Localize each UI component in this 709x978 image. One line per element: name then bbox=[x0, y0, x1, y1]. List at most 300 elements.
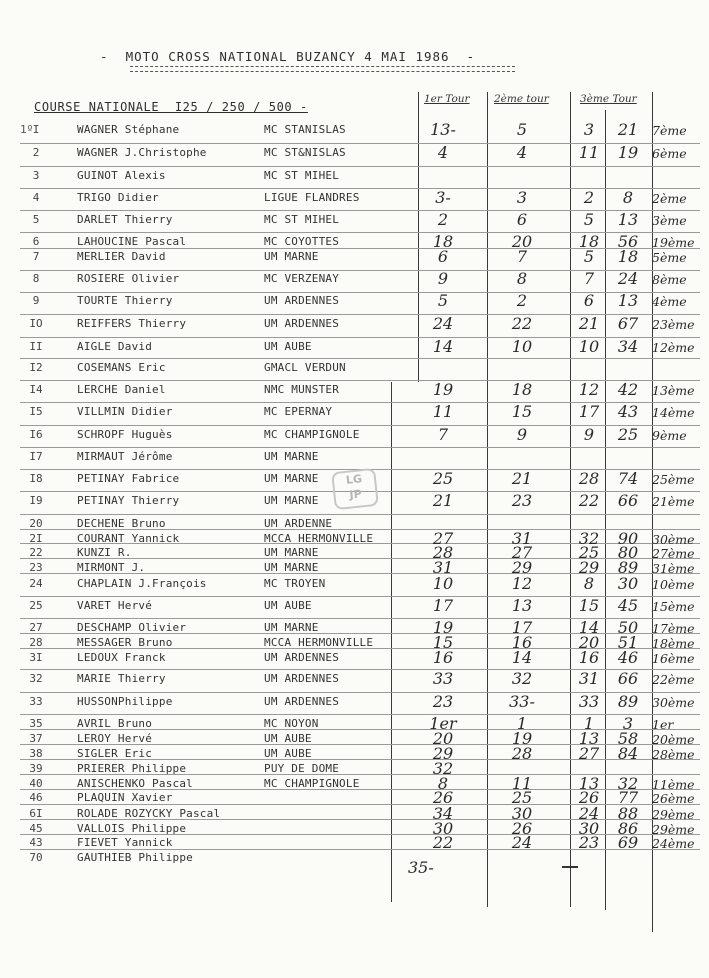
total-points: 88 bbox=[617, 804, 639, 823]
final-place: 14ème bbox=[652, 405, 695, 420]
rider-name: LAHOUCINE Pascal bbox=[77, 235, 187, 248]
tour-1-value: 19 bbox=[432, 380, 454, 399]
tour-1-value: 30 bbox=[432, 819, 454, 838]
total-points: 66 bbox=[617, 491, 639, 510]
rider-number: IO bbox=[29, 317, 43, 330]
rider-name: PETINAY Fabrice bbox=[77, 472, 180, 485]
total-points: 18 bbox=[617, 247, 639, 266]
rider-club: MC NOYON bbox=[264, 717, 319, 730]
rider-number: 46 bbox=[29, 791, 43, 804]
total-points: 77 bbox=[617, 788, 639, 807]
rider-number: 33 bbox=[29, 695, 43, 708]
tour-3-value: 12 bbox=[578, 380, 600, 399]
rider-number: 35 bbox=[29, 717, 43, 730]
rider-name: KUNZI R. bbox=[77, 546, 132, 559]
tour-1-value: 29 bbox=[432, 744, 454, 763]
tour-3-value: 26 bbox=[578, 788, 600, 807]
total-points: 45 bbox=[617, 596, 639, 615]
rider-club: MC CHAMPIGNOLE bbox=[264, 777, 360, 790]
total-points: 90 bbox=[617, 529, 639, 548]
course-title: COURSE NATIONALE I25 / 250 / 500 - bbox=[34, 100, 308, 114]
rider-club: UM ARDENNES bbox=[264, 317, 340, 330]
final-place: 27ème bbox=[652, 546, 695, 561]
rider-number: 38 bbox=[29, 747, 43, 760]
tour-2-value: 29 bbox=[511, 558, 533, 577]
tour-3-value: 16 bbox=[578, 648, 600, 667]
rider-number: I6 bbox=[29, 428, 43, 441]
final-place: 3ème bbox=[652, 213, 687, 228]
tour-3-value: 17 bbox=[578, 402, 600, 421]
rider-number: I bbox=[32, 123, 40, 136]
rider-number: 25 bbox=[29, 599, 43, 612]
rider-name: AIGLE David bbox=[77, 340, 153, 353]
tour-3-value: 24 bbox=[578, 804, 600, 823]
rider-number: 3I bbox=[29, 651, 43, 664]
final-place: 18ème bbox=[652, 636, 695, 651]
rider-name: TRIGO Didier bbox=[77, 191, 159, 204]
rider-name: SCHROPF Huguès bbox=[77, 428, 173, 441]
rider-club: UM ARDENNES bbox=[264, 672, 340, 685]
rider-number: 7 bbox=[32, 250, 40, 263]
row-divider bbox=[20, 447, 700, 448]
tour-2-value: 1 bbox=[516, 714, 528, 733]
trailing-value: 35- bbox=[408, 858, 434, 877]
tour-3-value: 2 bbox=[583, 188, 595, 207]
final-place: 17ème bbox=[652, 621, 695, 636]
rider-name: PLAQUIN Xavier bbox=[77, 791, 173, 804]
total-points: 25 bbox=[617, 425, 639, 444]
tour-1-value: 7 bbox=[437, 425, 449, 444]
final-place: 16ème bbox=[652, 651, 695, 666]
tour-2-value: 23 bbox=[511, 491, 533, 510]
tour-3-value: 8 bbox=[583, 574, 595, 593]
total-points: 66 bbox=[617, 669, 639, 688]
tour-3-value: 7 bbox=[583, 269, 595, 288]
tour-2-value: 15 bbox=[511, 402, 533, 421]
rider-club: MC ST MIHEL bbox=[264, 213, 340, 226]
tour-1-value: 14 bbox=[432, 337, 454, 356]
tour-1-value: 33 bbox=[432, 669, 454, 688]
total-points: 24 bbox=[617, 269, 639, 288]
final-place: 21ème bbox=[652, 494, 695, 509]
tour-1-value: 31 bbox=[432, 558, 454, 577]
table-row bbox=[0, 380, 709, 399]
rider-name: LEROY Hervé bbox=[77, 732, 153, 745]
final-place: 8ème bbox=[652, 272, 687, 287]
rider-name: VALLOIS Philippe bbox=[77, 822, 187, 835]
tour-3-value: 10 bbox=[578, 337, 600, 356]
tour-2-value: 12 bbox=[511, 574, 533, 593]
tour-1-value: 18 bbox=[432, 232, 454, 251]
tour-1-value: 3- bbox=[435, 188, 451, 207]
rider-name: DARLET Thierry bbox=[77, 213, 173, 226]
final-place: 7ème bbox=[652, 123, 687, 138]
rider-club: MC CHAMPIGNOLE bbox=[264, 428, 360, 441]
rider-name: SIGLER Eric bbox=[77, 747, 153, 760]
tour-2-value: 32 bbox=[511, 669, 533, 688]
final-place: 5ème bbox=[652, 250, 687, 265]
rider-club: MC COYOTTES bbox=[264, 235, 340, 248]
rider-number: I9 bbox=[29, 494, 43, 507]
tour-1-value: 25 bbox=[432, 469, 454, 488]
rider-name: HUSSONPhilippe bbox=[77, 695, 173, 708]
tour-3-value: 25 bbox=[578, 543, 600, 562]
rider-club: UM AUBE bbox=[264, 599, 312, 612]
table-row bbox=[0, 788, 709, 807]
rider-club: MC TROYEN bbox=[264, 577, 326, 590]
tour-3-value: 5 bbox=[583, 210, 595, 229]
table-row bbox=[0, 744, 709, 763]
table-row bbox=[0, 210, 709, 229]
final-place: 15ème bbox=[652, 599, 695, 614]
total-points: 69 bbox=[617, 833, 639, 852]
table-row bbox=[0, 669, 709, 688]
total-points: 42 bbox=[617, 380, 639, 399]
tour-3-value: 22 bbox=[578, 491, 600, 510]
rider-club: UM MARNE bbox=[264, 250, 319, 263]
table-row bbox=[0, 692, 709, 711]
total-points: 32 bbox=[617, 774, 639, 793]
rider-club: MC STANISLAS bbox=[264, 123, 346, 136]
rider-name: MESSAGER Bruno bbox=[77, 636, 173, 649]
rider-name: WAGNER Stéphane bbox=[77, 123, 180, 136]
total-points: 86 bbox=[617, 819, 639, 838]
tour-2-value: 24 bbox=[511, 833, 533, 852]
rider-number: 37 bbox=[29, 732, 43, 745]
rider-club: UM MARNE bbox=[264, 621, 319, 634]
rider-name: VARET Hervé bbox=[77, 599, 153, 612]
tour-1-value: 11 bbox=[432, 402, 454, 421]
tour-3-value: 32 bbox=[578, 529, 600, 548]
tour-1-value: 5 bbox=[437, 291, 449, 310]
total-points: 89 bbox=[617, 692, 639, 711]
total-points: 8 bbox=[622, 188, 634, 207]
total-points: 80 bbox=[617, 543, 639, 562]
total-points: 34 bbox=[617, 337, 639, 356]
rider-club: UM ARDENNES bbox=[264, 695, 340, 708]
tour-2-value: 27 bbox=[511, 543, 533, 562]
rider-club: UM MARNE bbox=[264, 561, 319, 574]
row-divider bbox=[20, 514, 700, 515]
table-row bbox=[0, 143, 709, 162]
tour-2-value: 14 bbox=[511, 648, 533, 667]
tour-1-value: 1er bbox=[429, 714, 457, 733]
page-title: - MOTO CROSS NATIONAL BUZANCY 4 MAI 1986 - bbox=[100, 49, 476, 64]
tour-2-value: 21 bbox=[511, 469, 533, 488]
header-tour-3: 3ème Tour bbox=[580, 93, 637, 105]
tour-3-value: 14 bbox=[578, 618, 600, 637]
table-row bbox=[0, 247, 709, 266]
total-points: 21 bbox=[617, 120, 639, 139]
total-points: 51 bbox=[617, 633, 639, 652]
tour-2-value: 9 bbox=[516, 425, 528, 444]
tour-1-value: 19 bbox=[432, 618, 454, 637]
tour-2-value: 20 bbox=[511, 232, 533, 251]
final-place: 28ème bbox=[652, 747, 695, 762]
rider-number: 32 bbox=[29, 672, 43, 685]
final-place: 13ème bbox=[652, 383, 695, 398]
final-place: 1er bbox=[652, 717, 674, 732]
rider-name: TOURTE Thierry bbox=[77, 294, 173, 307]
final-place: 26ème bbox=[652, 791, 695, 806]
tour-1-value: 24 bbox=[432, 314, 454, 333]
rider-number: 28 bbox=[29, 636, 43, 649]
rider-name: CHAPLAIN J.François bbox=[77, 577, 207, 590]
tour-3-value: 18 bbox=[578, 232, 600, 251]
rider-number: I2 bbox=[29, 361, 43, 374]
rider-name: MIRMONT J. bbox=[77, 561, 146, 574]
tour-3-value: 11 bbox=[578, 143, 600, 162]
tour-3-value: 28 bbox=[578, 469, 600, 488]
rider-number: 9 bbox=[32, 294, 40, 307]
table-row bbox=[0, 574, 709, 593]
rider-name: MERLIER David bbox=[77, 250, 166, 263]
rider-number: 40 bbox=[29, 777, 43, 790]
total-points: 50 bbox=[617, 618, 639, 637]
tour-3-value: 15 bbox=[578, 596, 600, 615]
rider-club: MC ST&NISLAS bbox=[264, 146, 346, 159]
header-tour-2: 2ème tour bbox=[494, 93, 549, 105]
final-place: 29ème bbox=[652, 807, 695, 822]
tour-1-value: 32 bbox=[432, 759, 454, 778]
rider-number: 23 bbox=[29, 561, 43, 574]
tour-3-value: 23 bbox=[578, 833, 600, 852]
rider-number: 2I bbox=[29, 532, 43, 545]
rider-number: 20 bbox=[29, 517, 43, 530]
total-points: 3 bbox=[622, 714, 634, 733]
rider-number: 27 bbox=[29, 621, 43, 634]
tour-2-value: 7 bbox=[516, 247, 528, 266]
tour-2-value: 31 bbox=[511, 529, 533, 548]
final-place: 11ème bbox=[652, 777, 695, 792]
tour-2-value: 16 bbox=[511, 633, 533, 652]
table-row bbox=[0, 188, 709, 207]
header-tour-1: 1er Tour bbox=[424, 93, 470, 105]
rider-name: VILLMIN Didier bbox=[77, 405, 173, 418]
tour-1-value: 9 bbox=[437, 269, 449, 288]
tour-3-value: 5 bbox=[583, 247, 595, 266]
tour-1-value: 2 bbox=[437, 210, 449, 229]
tour-1-value: 10 bbox=[432, 574, 454, 593]
rider-club: UM AUBE bbox=[264, 732, 312, 745]
total-points: 67 bbox=[617, 314, 639, 333]
table-row bbox=[0, 558, 709, 577]
table-row bbox=[0, 648, 709, 667]
table-row bbox=[0, 291, 709, 310]
rider-number: I8 bbox=[29, 472, 43, 485]
tour-2-value: 4 bbox=[516, 143, 528, 162]
rider-name: COURANT Yannick bbox=[77, 532, 180, 545]
rider-name: DECHENE Bruno bbox=[77, 517, 166, 530]
rider-name: DESCHAMP Olivier bbox=[77, 621, 187, 634]
rider-club: UM AUBE bbox=[264, 747, 312, 760]
tour-1-value: 17 bbox=[432, 596, 454, 615]
total-points: 74 bbox=[617, 469, 639, 488]
tour-1-value: 16 bbox=[432, 648, 454, 667]
rider-club: UM ARDENNES bbox=[264, 651, 340, 664]
tour-1-value: 13- bbox=[430, 120, 456, 139]
rider-club: GMACL VERDUN bbox=[264, 361, 346, 374]
rider-number: 24 bbox=[29, 577, 43, 590]
tour-3-value: 13 bbox=[578, 729, 600, 748]
table-row bbox=[0, 120, 709, 139]
total-points: 13 bbox=[617, 210, 639, 229]
total-points: 89 bbox=[617, 558, 639, 577]
total-points: 56 bbox=[617, 232, 639, 251]
final-place: 23ème bbox=[652, 317, 695, 332]
tour-3-value: 33 bbox=[578, 692, 600, 711]
table-row bbox=[0, 361, 709, 375]
total-points: 13 bbox=[617, 291, 639, 310]
tour-2-value: 28 bbox=[511, 744, 533, 763]
rider-club: UM MARNE bbox=[264, 472, 319, 485]
final-place: 4ème bbox=[652, 294, 687, 309]
tour-3-value: 21 bbox=[578, 314, 600, 333]
table-row bbox=[0, 402, 709, 421]
tour-1-value: 4 bbox=[437, 143, 449, 162]
total-points: 84 bbox=[617, 744, 639, 763]
rider-name: LERCHE Daniel bbox=[77, 383, 166, 396]
rider-name: PRIERER Philippe bbox=[77, 762, 187, 775]
trailing-dash bbox=[562, 866, 578, 868]
rider-number: I4 bbox=[29, 383, 43, 396]
rider-number: 6I bbox=[29, 807, 43, 820]
row-divider bbox=[20, 358, 700, 359]
rider-name: REIFFERS Thierry bbox=[77, 317, 187, 330]
rider-name: WAGNER J.Christophe bbox=[77, 146, 207, 159]
rider-number: 8 bbox=[32, 272, 40, 285]
final-place: 20ème bbox=[652, 732, 695, 747]
rider-name: MIRMAUT Jérôme bbox=[77, 450, 173, 463]
rider-name: ANISCHENKO Pascal bbox=[77, 777, 193, 790]
tour-2-value: 22 bbox=[511, 314, 533, 333]
tour-1-value: 27 bbox=[432, 529, 454, 548]
rider-name: COSEMANS Eric bbox=[77, 361, 166, 374]
table-row bbox=[0, 337, 709, 356]
tour-2-value: 25 bbox=[511, 788, 533, 807]
rider-club: LIGUE FLANDRES bbox=[264, 191, 360, 204]
tour-2-value: 8 bbox=[516, 269, 528, 288]
tour-3-value: 3 bbox=[583, 120, 595, 139]
rider-number: I7 bbox=[29, 450, 43, 463]
final-place: 31ème bbox=[652, 561, 695, 576]
table-row bbox=[0, 169, 709, 183]
tour-3-value: 9 bbox=[583, 425, 595, 444]
rider-club: UM ARDENNES bbox=[264, 294, 340, 307]
rider-name: GUINOT Alexis bbox=[77, 169, 166, 182]
final-place: 10ème bbox=[652, 577, 695, 592]
final-place: 22ème bbox=[652, 672, 695, 687]
rider-club: NMC MUNSTER bbox=[264, 383, 340, 396]
tour-3-value: 6 bbox=[583, 291, 595, 310]
first-place-mark: 1º bbox=[20, 123, 34, 136]
table-row bbox=[0, 596, 709, 615]
tour-1-value: 15 bbox=[432, 633, 454, 652]
rider-number: I5 bbox=[29, 405, 43, 418]
rider-number: 6 bbox=[32, 235, 40, 248]
tour-2-value: 19 bbox=[511, 729, 533, 748]
tour-1-value: 21 bbox=[432, 491, 454, 510]
final-place: 9ème bbox=[652, 428, 687, 443]
rider-name: ROLADE ROZYCKY Pascal bbox=[77, 807, 221, 820]
tour-2-value: 13 bbox=[511, 596, 533, 615]
table-row bbox=[0, 450, 709, 464]
rider-number: II bbox=[29, 340, 43, 353]
watermark-logo: LG JP bbox=[331, 468, 379, 510]
row-divider bbox=[20, 166, 700, 167]
rider-number: 2 bbox=[32, 146, 40, 159]
final-place: 30ème bbox=[652, 532, 695, 547]
rider-club: MCCA HERMONVILLE bbox=[264, 636, 374, 649]
tour-2-value: 30 bbox=[511, 804, 533, 823]
final-place: 12ème bbox=[652, 340, 695, 355]
rider-club: PUY DE DOME bbox=[264, 762, 340, 775]
tour-2-value: 6 bbox=[516, 210, 528, 229]
tour-2-value: 11 bbox=[511, 774, 533, 793]
rider-club: UM ARDENNE bbox=[264, 517, 333, 530]
rider-name: AVRIL Bruno bbox=[77, 717, 153, 730]
tour-1-value: 22 bbox=[432, 833, 454, 852]
rider-name: FIEVET Yannick bbox=[77, 836, 173, 849]
rider-number: 45 bbox=[29, 822, 43, 835]
rider-name: ROSIERE Olivier bbox=[77, 272, 180, 285]
tour-1-value: 20 bbox=[432, 729, 454, 748]
tour-2-value: 10 bbox=[511, 337, 533, 356]
tour-3-value: 29 bbox=[578, 558, 600, 577]
tour-2-value: 26 bbox=[511, 819, 533, 838]
rider-name: LEDOUX Franck bbox=[77, 651, 166, 664]
table-row bbox=[0, 833, 709, 852]
rider-number: 22 bbox=[29, 546, 43, 559]
rider-number: 70 bbox=[29, 851, 43, 864]
rider-club: UM MARNE bbox=[264, 546, 319, 559]
final-place: 24ème bbox=[652, 836, 695, 851]
tour-1-value: 6 bbox=[437, 247, 449, 266]
tour-2-value: 33- bbox=[509, 692, 535, 711]
final-place: 6ème bbox=[652, 146, 687, 161]
table-row bbox=[0, 269, 709, 288]
rider-number: 43 bbox=[29, 836, 43, 849]
tour-3-value: 13 bbox=[578, 774, 600, 793]
total-points: 30 bbox=[617, 574, 639, 593]
tour-3-value: 1 bbox=[583, 714, 595, 733]
tour-3-value: 27 bbox=[578, 744, 600, 763]
tour-1-value: 28 bbox=[432, 543, 454, 562]
final-place: 29ème bbox=[652, 822, 695, 837]
rider-number: 4 bbox=[32, 191, 40, 204]
tour-2-value: 17 bbox=[511, 618, 533, 637]
rider-number: 5 bbox=[32, 213, 40, 226]
final-place: 30ème bbox=[652, 695, 695, 710]
table-row bbox=[0, 851, 709, 865]
rider-number: 39 bbox=[29, 762, 43, 775]
total-points: 58 bbox=[617, 729, 639, 748]
rider-club: UM AUBE bbox=[264, 340, 312, 353]
rider-number: 3 bbox=[32, 169, 40, 182]
total-points: 43 bbox=[617, 402, 639, 421]
rider-club: UM MARNE bbox=[264, 494, 319, 507]
tour-3-value: 20 bbox=[578, 633, 600, 652]
final-place: 25ème bbox=[652, 472, 695, 487]
tour-2-value: 2 bbox=[516, 291, 528, 310]
tour-2-value: 3 bbox=[516, 188, 528, 207]
rider-name: GAUTHIEB Philippe bbox=[77, 851, 193, 864]
title-underline bbox=[130, 66, 515, 72]
rider-club: MCCA HERMONVILLE bbox=[264, 532, 374, 545]
final-place: 2ème bbox=[652, 191, 687, 206]
tour-1-value: 34 bbox=[432, 804, 454, 823]
rider-club: MC EPERNAY bbox=[264, 405, 333, 418]
